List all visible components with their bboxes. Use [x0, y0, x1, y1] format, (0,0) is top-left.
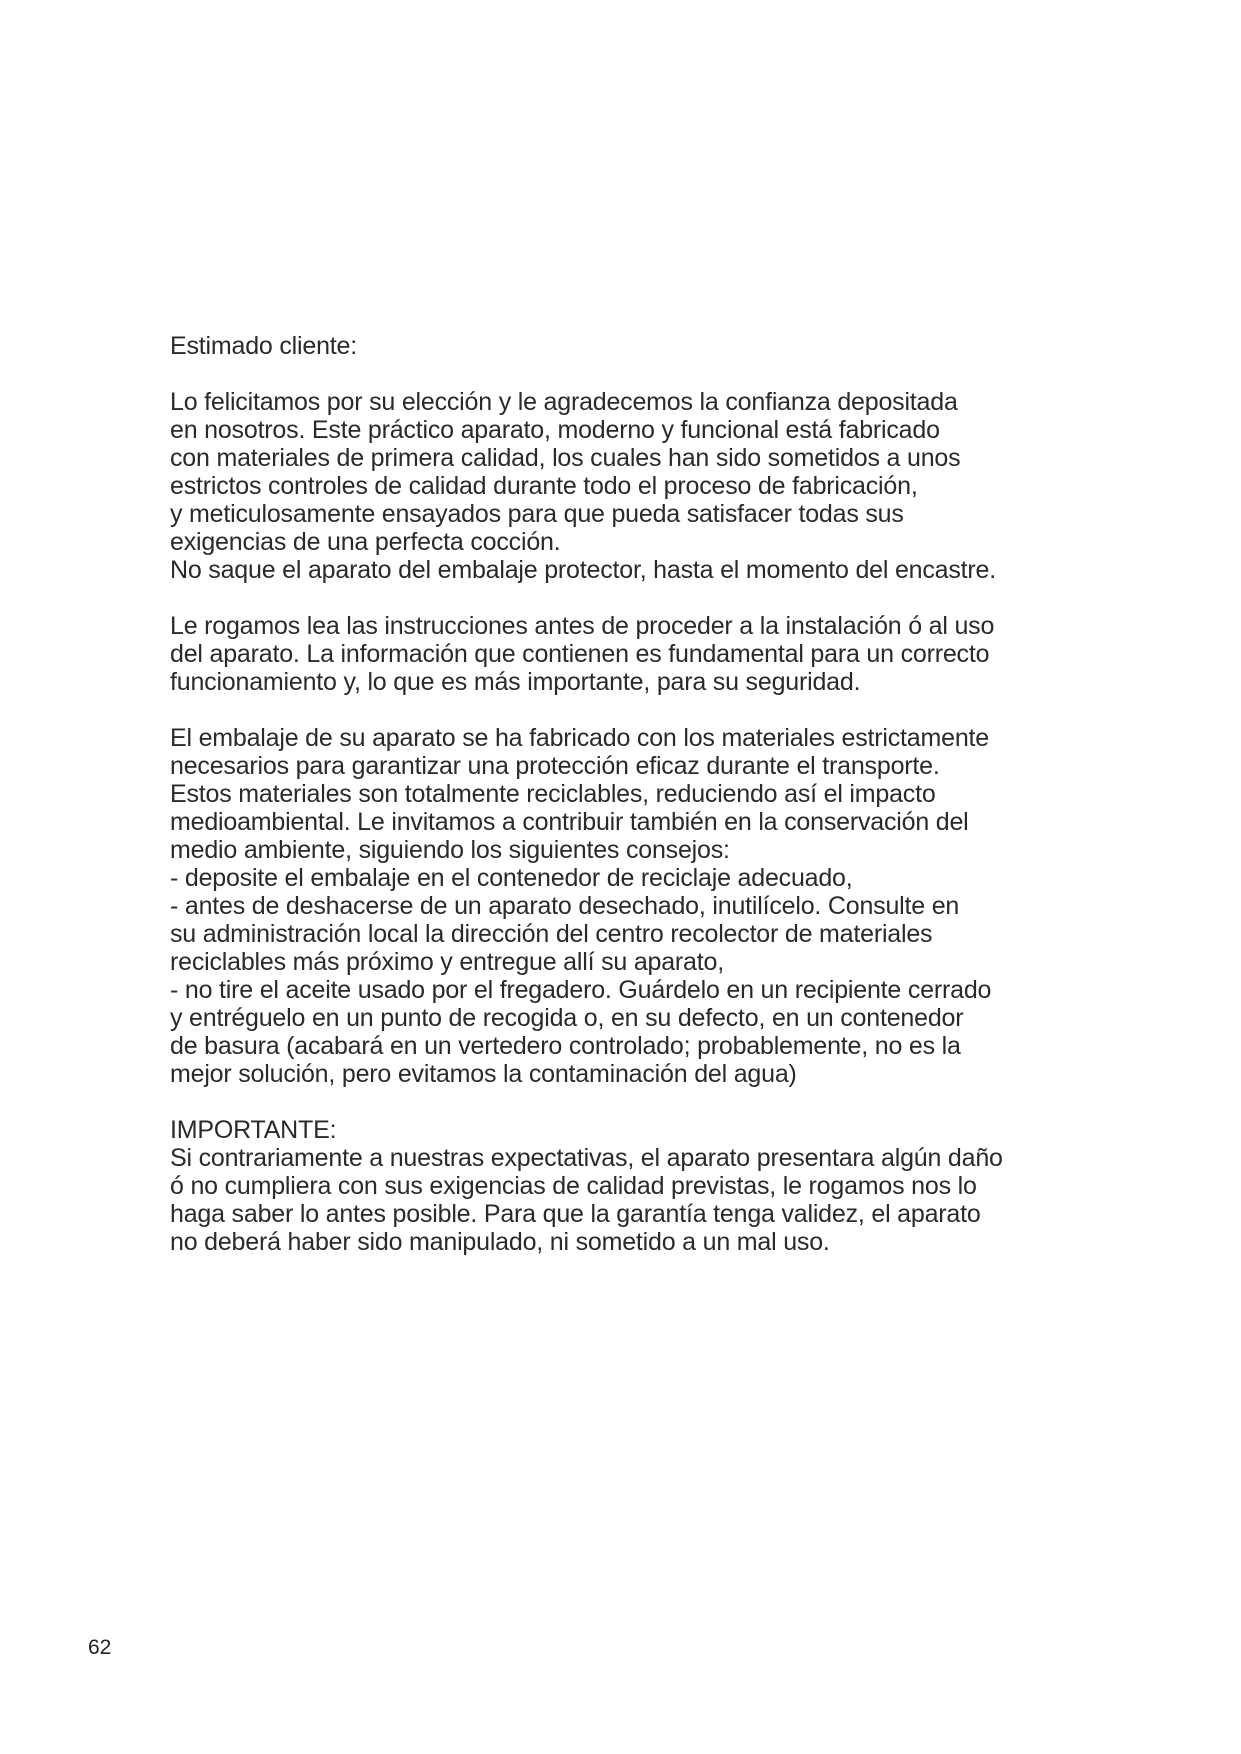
- paragraph-intro: [170, 388, 1190, 584]
- text-line: mejor solución, pero evitamos la contaminación del agua): [170, 1060, 797, 1088]
- important-heading: IMPORTANTE:: [170, 1116, 337, 1144]
- greeting-line: Estimado cliente:: [170, 332, 357, 360]
- text-line: reciclables más próximo y entregue allí su aparato,: [170, 948, 724, 976]
- text-line: su administración local la dirección del centro recolector de materiales: [170, 920, 933, 948]
- paragraph-packaging: [170, 724, 1190, 1088]
- text-line: No saque el aparato del embalaje protector, hasta el momento del encastre.: [170, 556, 996, 584]
- text-line: con materiales de primera calidad, los cuales han sido sometidos a unos: [170, 444, 961, 472]
- text-line: - no tire el aceite usado por el fregadero. Guárdelo en un recipiente cerrado: [170, 976, 992, 1004]
- text-line: medio ambiente, siguiendo los siguientes consejos:: [170, 836, 730, 864]
- paragraph-important: [170, 1116, 1190, 1256]
- text-line: del aparato. La información que contienen es fundamental para un correcto: [170, 640, 990, 668]
- greeting: [170, 332, 1190, 360]
- text-line: necesarios para garantizar una protección eficaz durante el transporte.: [170, 752, 940, 780]
- paragraph-instructions: [170, 612, 1190, 696]
- text-line: y entréguelo en un punto de recogida o, en su defecto, en un contenedor: [170, 1004, 964, 1032]
- page-number: 62: [88, 1636, 112, 1659]
- text-line: El embalaje de su aparato se ha fabricado con los materiales estrictamente: [170, 724, 989, 752]
- text-line: en nosotros. Este práctico aparato, moderno y funcional está fabricado: [170, 416, 940, 444]
- text-line: - antes de deshacerse de un aparato desechado, inutilícelo. Consulte en: [170, 892, 960, 920]
- text-line: de basura (acabará en un vertedero controlado; probablemente, no es la: [170, 1032, 961, 1060]
- text-line: medioambiental. Le invitamos a contribuir también en la conservación del: [170, 808, 969, 836]
- text-line: exigencias de una perfecta cocción.: [170, 528, 561, 556]
- text-line: no deberá haber sido manipulado, ni sometido a un mal uso.: [170, 1228, 830, 1256]
- document-body: [170, 332, 1190, 1284]
- text-line: Si contrariamente a nuestras expectativas, el aparato presentara algún daño: [170, 1144, 1003, 1172]
- text-line: - deposite el embalaje en el contenedor de reciclaje adecuado,: [170, 864, 853, 892]
- text-line: estrictos controles de calidad durante todo el proceso de fabricación,: [170, 472, 918, 500]
- text-line: Estos materiales son totalmente reciclables, reduciendo así el impacto: [170, 780, 936, 808]
- text-line: Lo felicitamos por su elección y le agradecemos la confianza depositada: [170, 388, 958, 416]
- text-line: haga saber lo antes posible. Para que la garantía tenga validez, el aparato: [170, 1200, 981, 1228]
- text-line: y meticulosamente ensayados para que pueda satisfacer todas sus: [170, 500, 904, 528]
- text-line: ó no cumpliera con sus exigencias de calidad previstas, le rogamos nos lo: [170, 1172, 977, 1200]
- text-line: funcionamiento y, lo que es más importante, para su seguridad.: [170, 668, 861, 696]
- text-line: Le rogamos lea las instrucciones antes de proceder a la instalación ó al uso: [170, 612, 995, 640]
